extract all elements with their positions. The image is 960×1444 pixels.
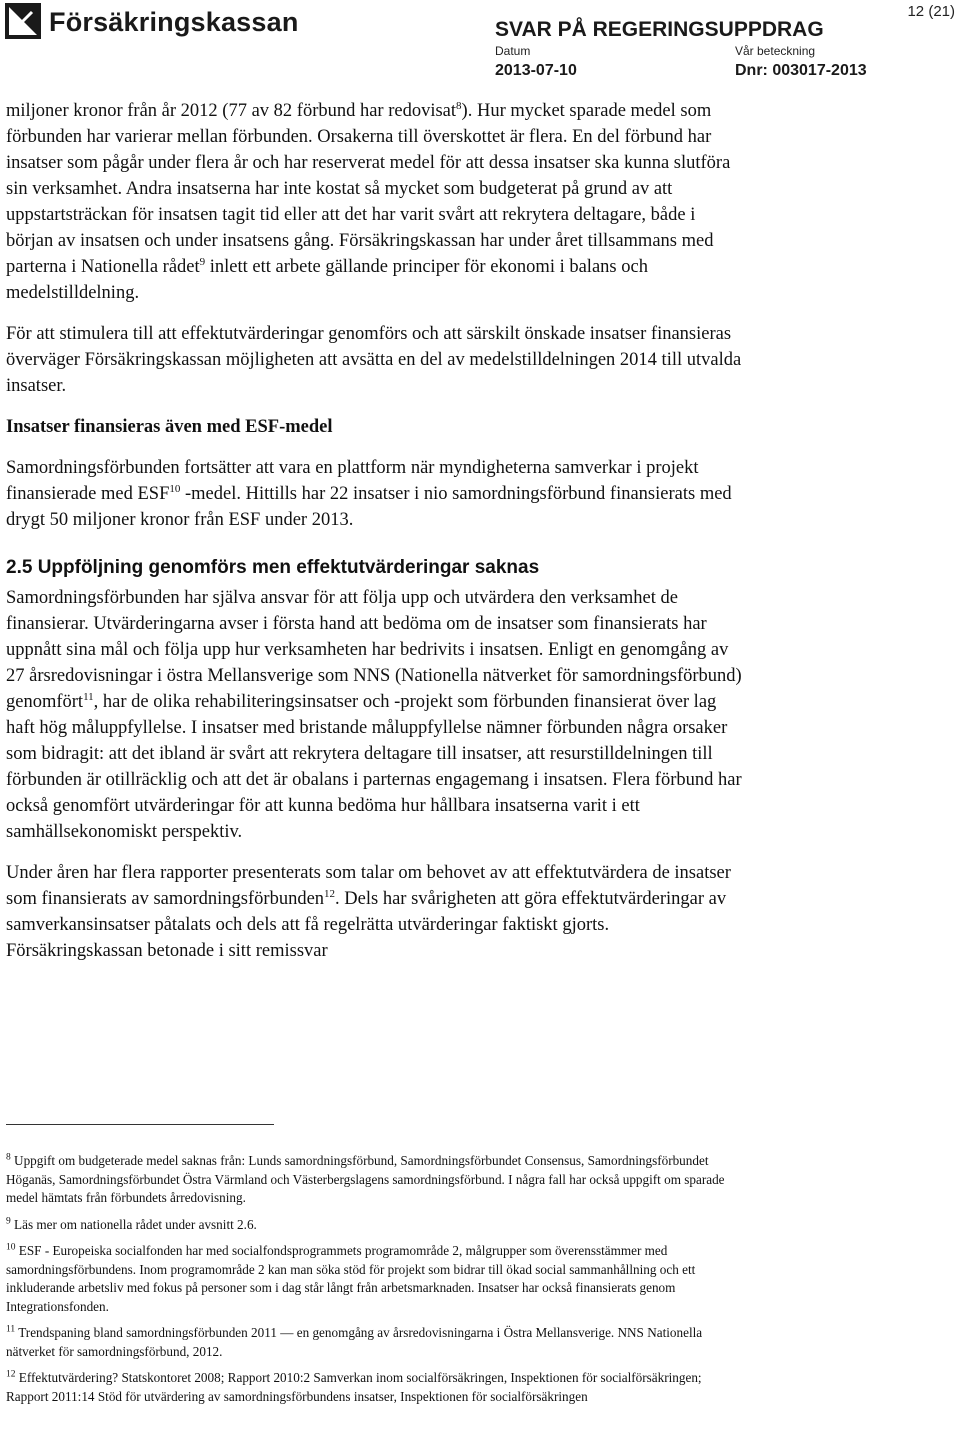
footnotes (6, 1152, 746, 1414)
date-label: Datum (495, 44, 531, 58)
footnote-number: 9 (6, 1216, 11, 1227)
logo-text: Försäkringskassan (49, 6, 299, 37)
paragraph-2: För att stimulera till att effektutvärderingar genomförs och att särskilt önskade insatser finansieras överväger Försäkringskassan möjligheten att avsätta en del av medelstilldelningen 2014 till utvalda insatser. (6, 324, 742, 396)
footnote-number: 8 (6, 1152, 11, 1163)
section-heading-2-5: 2.5 Uppföljning genomförs men effektutvärderingar saknas (6, 557, 540, 578)
footnote-9 (6, 1216, 746, 1235)
paragraph-4 (6, 585, 746, 845)
date-value: 2013-07-10 (495, 62, 577, 79)
footnote-number: 12 (6, 1369, 16, 1380)
paragraph-text: inlett ett arbete gällande principer för ekonomi i balans och medelstilldelning. (6, 257, 648, 303)
paragraph-text: . Dels har svårigheten att göra effektutvärderingar av samverkansinsatser påtalats och dels att få regelrätta utvärderingar faktiskt gjorts. Försäkringskassan betonade i sitt remissvar (6, 889, 727, 961)
paragraph-text: Under åren har flera rapporter presenterats som talar om behovet av att effektutvärdera de insatser som finansierats av samordningsförbunden (6, 863, 731, 909)
subheading-esf: Insatser finansieras även med ESF-medel (6, 417, 333, 437)
footnote-text: Läs mer om nationella rådet under avsnitt 2.6. (14, 1216, 257, 1232)
paragraph-text: Samordningsförbunden fortsätter att vara en plattform när myndigheterna samverkar i projekt finansierade med ESF (6, 458, 699, 504)
paragraph-text: -medel. Hittills har 22 insatser i nio samordningsförbund finansierats med drygt 50 miljoner kronor från ESF under 2013. (6, 484, 732, 530)
paragraph-1 (6, 98, 746, 306)
footnote-text: Uppgift om budgeterade medel saknas från: Lunds samordningsförbund, Samordningsförbundet Consensus, Samordningsförbundet Höganäs, Samordningsförbundet Östra Värmland och Västerbergslagens samordningsförbund. I några fall har också uppgift om sparade medel hämtats från förbundets årredovisning. (6, 1153, 725, 1205)
footnote-text: ESF - Europeiska socialfonden har med socialfondsprogrammets programområde 2, målgrupper som överensstämmer med samordningsförbundens. Inom programområde 2 kan man söka stöd för projekt som bidrar till ökad social sammanhållning och ett inkluderande arbetsliv med fokus på personer som i dag står långt från arbetsmarknaden. Insatser har också finansierats genom Integrationsfonden. (6, 1243, 696, 1314)
page-header (0, 0, 960, 86)
footnote-ref-11[interactable]: 11 (83, 690, 94, 703)
paragraph-text: , har de olika rehabiliteringsinsatser och -projekt som förbunden finansierat över lag haft hög måluppfyllelse. I insatser med bristande måluppfyllelse nämner förbunden några orsaker som bidragit: att det ibland är svårt att rekrytera deltagare till insatser, att resurstilldelningen till förbunden är otillräcklig och att det är obalans i parternas engagemang i insatsen. Flera förbund har också genomfört utvärderingar för att kunna bedöma hur hållbara insatserna varit i ett samhällsekonomiskt perspektiv. (6, 692, 742, 842)
footnote-number: 11 (6, 1324, 16, 1335)
footnote-ref-10[interactable]: 10 (169, 482, 181, 495)
logo (5, 3, 299, 39)
reference-value: Dnr: 003017-2013 (735, 62, 867, 79)
paragraph-text: miljoner kronor från år 2012 (77 av 82 förbund har redovisat (6, 101, 457, 121)
paragraph-text: ). Hur mycket sparade medel som förbunden har varierar mellan förbunden. Orsakerna till överskottet är flera. En del förbund har insatser som pågår under flera år och har reserverat medel för att dessa insatser ska kunna slutföra sin verksamhet. Andra insatserna har inte kostat så mycket som budgeterat på grund av att uppstartsträckan för insatsen tagit tid eller att det har varit svårt att rekrytera deltagare, både i början av insatsen och under insatsens gång. Försäkringskassan har under året tillsammans med parterna i Nationella rådet (6, 101, 731, 277)
footnote-text: Trendspaning bland samordningsförbunden 2011 — en genomgång av årsredovisningarna i Östra Mellansverige. NNS Nationella nätverket för samordningsförbund, 2012. (6, 1325, 703, 1359)
footnote-divider (6, 1124, 274, 1125)
footnote-10 (6, 1242, 746, 1316)
logo-icon (5, 3, 41, 39)
paragraph-3 (6, 455, 746, 533)
footnote-ref-8[interactable]: 8 (456, 99, 462, 112)
footnote-8 (6, 1152, 746, 1208)
footnote-ref-9[interactable]: 9 (199, 255, 206, 268)
page-number: 12 (21) (907, 3, 955, 20)
footnote-12 (6, 1369, 746, 1406)
paragraph-text: Samordningsförbunden har själva ansvar för att följa upp och utvärdera den verksamhet de finansierar. Utvärderingarna avser i första hand att bedöma om de insatser som finansierats har uppnått sina mål och följa upp hur verksamheten har bedrivits i insatsen. Enligt en genomgång av 27 årsredovisningar i östra Mellansverige som NNS (Nationella nätverket för samordningsförbund) genomfört (6, 588, 742, 712)
document-type-title: SVAR PÅ REGERINGSUPPDRAG (495, 18, 824, 41)
paragraph-5 (6, 860, 746, 964)
main-text (6, 98, 746, 979)
footnote-ref-12[interactable]: 12 (324, 887, 336, 900)
reference-label: Vår beteckning (735, 44, 816, 58)
footnote-11 (6, 1324, 746, 1361)
footnote-number: 10 (6, 1242, 16, 1253)
footnote-text: Effektutvärdering? Statskontoret 2008; Rapport 2010:2 Samverkan inom socialförsäkringen, Inspektionen för socialförsäkringen; Rapport 2011:14 Stöd för utvärdering av samordningsförbundens insatser, Inspektionen för socialförsäkringen (6, 1370, 702, 1404)
